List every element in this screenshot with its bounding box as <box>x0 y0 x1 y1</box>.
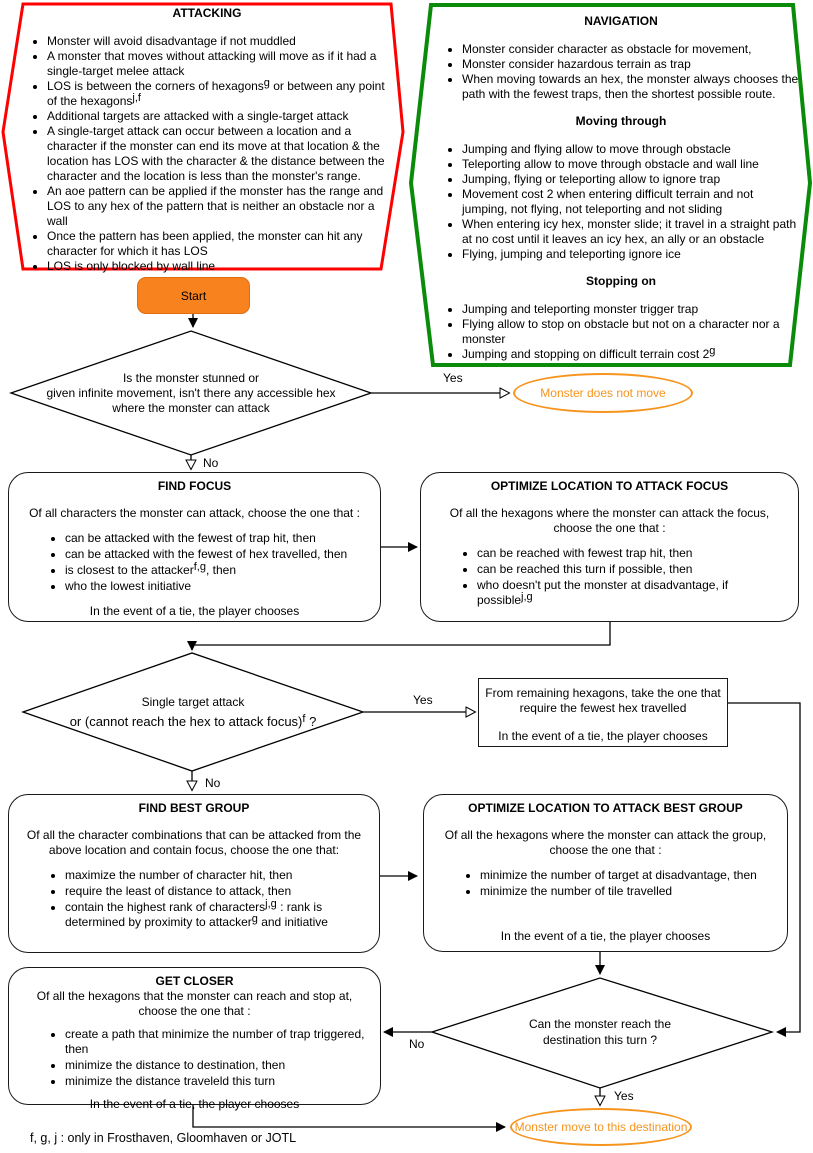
remaining-hexagons-footer: In the event of a tie, the player chooses <box>498 729 708 743</box>
process-get-closer <box>8 967 381 1111</box>
process-find-focus <box>8 472 381 622</box>
optimize-focus-intro: Of all the hexagons where the monster can attack the focus, choose the one that : <box>449 506 770 535</box>
stopping-on-heading: Stopping on <box>586 274 656 288</box>
terminal-monster-does-not-move <box>513 373 693 413</box>
label-no-decision-reach: No <box>409 1037 425 1051</box>
navigation-title: NAVIGATION <box>584 14 658 28</box>
find-best-group-bullets: • maximize the number of character hit, then • require the least of distance to attack, then • contain the highest rank of characters$^{j,g}$ : rank is determined by proximity to attacker$^g$ and initiative <box>23 868 365 930</box>
label-no-decision-single-target: No <box>205 776 221 790</box>
footnote: f, g, j : only in Frosthaven, Gloomhaven or JOTL <box>30 1131 297 1145</box>
decision-reach-text: Can the monster reach the destination this turn ? <box>528 1017 672 1047</box>
process-find-best-group <box>8 794 380 953</box>
optimize-best-group-footer: In the event of a tie, the player chooses <box>500 929 711 943</box>
get-closer-footer: In the event of a tie, the player chooses <box>89 1097 300 1111</box>
process-remaining-hexagons <box>478 678 728 747</box>
get-closer-intro: Of all the hexagons that the monster can reach and stop at, choose the one that : <box>36 989 353 1018</box>
navigation-bullet-list: • Monster consider character as obstacle for movement, • Monster consider hazardous terrain as trap • When moving towards an hex, the monster always chooses the path with the fewest traps, then the shortest possible route. <box>443 42 799 102</box>
find-best-group-title: FIND BEST GROUP <box>138 801 250 815</box>
optimize-best-group-intro: Of all the hexagons where the monster can attack the group, choose the one that : <box>444 828 767 857</box>
get-closer-title: GET CLOSER <box>155 974 234 988</box>
terminal-no-move-label: Monster does not move <box>540 386 666 400</box>
optimize-best-group-bullets: • minimize the number of target at disadvantage, then • minimize the number of tile travelled <box>438 868 773 899</box>
remaining-hexagons-text: From remaining hexagons, take the one that require the fewest hex travelled <box>485 686 721 715</box>
moving-through-bullet-list: • Jumping and flying allow to move through obstacle • Teleporting allow to move through obstacle and wall line • Jumping, flying or teleporting allow to ignore trap • Movement cost 2 when entering difficult terrain and not jumping, not flying, not teleporting and not sliding • When entering icy hex, monster slide; it travel in a straight path at no cost until it leaves an icy hex, an ally or an obstacle • Flying, jumping and teleporting ignore ice <box>443 142 799 262</box>
attacking-title: ATTACKING <box>172 6 242 20</box>
label-no-decision-stunned: No <box>203 456 219 470</box>
attacking-panel <box>28 6 386 274</box>
connector-optimize-focus-to-decision-single-target <box>192 622 610 650</box>
label-yes-decision-reach: Yes <box>614 1089 634 1103</box>
attacking-bullet-list: • Monster will avoid disadvantage if not muddled • A monster that moves without attacking will move as if it had a single-target melee attack • LOS is between the corners of hexagons$^g$ or between any point of the hexagons$^{j,f}$ • Additional targets are attacked with a single-target attack • A single-target attack can occur between a location and a character if the monster can end its move at that location & the location has LOS with the character & the distance between the character and the location is less than the monster's range. • An aoe pattern can be applied if the monster has the range and LOS to any hex of the pattern that is neither an obstacle nor a wall • Once the pattern has been applied, the monster can hit any character for which it has LOS • LOS is only blocked by wall line <box>28 34 386 274</box>
decision-single-target-text: Single target attack or (cannot reach the hex to attack focus)$^f$ ? <box>69 695 317 729</box>
process-optimize-location-attack-focus <box>420 472 799 622</box>
start-label: Start <box>180 288 207 303</box>
terminal-monster-move <box>510 1108 692 1146</box>
get-closer-bullets: • create a path that minimize the number of trap triggered, then • minimize the distance to destination, then • minimize the distance traveleld this turn <box>23 1027 366 1089</box>
stopping-on-bullet-list: • Jumping and teleporting monster trigger trap • Flying allow to stop on obstacle but not on a character nor a monster • Jumping and stopping on difficult terrain cost 2$^g$ <box>443 302 799 362</box>
optimize-best-group-title: OPTIMIZE LOCATION TO ATTACK BEST GROUP <box>468 801 743 815</box>
start-node <box>137 277 250 314</box>
label-yes-decision-stunned: Yes <box>443 371 463 385</box>
find-focus-footer: In the event of a tie, the player chooses <box>89 604 300 618</box>
process-optimize-location-attack-best-group <box>423 794 788 952</box>
decision-stunned-text: Is the monster stunned or given infinite movement, isn't there any accessible hex where the monster can attack <box>46 370 336 415</box>
find-focus-intro: Of all characters the monster can attack, choose the one that : <box>29 506 360 520</box>
navigation-panel <box>443 14 799 362</box>
moving-through-heading: Moving through <box>575 114 667 128</box>
optimize-focus-bullets: • can be reached with fewest trap hit, then • can be reached this turn if possible, then • who doesn't put the monster at disadvantage, if possible$^{j,g}$ <box>435 546 784 608</box>
find-focus-title: FIND FOCUS <box>157 479 232 493</box>
terminal-move-label: Monster move to this destination <box>514 1120 688 1134</box>
find-best-group-intro: Of all the character combinations that can be attacked from the above location and contain focus, choose the one that: <box>26 828 362 857</box>
label-yes-decision-single-target: Yes <box>413 693 433 707</box>
optimize-focus-title: OPTIMIZE LOCATION TO ATTACK FOCUS <box>490 479 729 493</box>
find-focus-bullets: • can be attacked with the fewest of trap hit, then • can be attacked with the fewest of hex travelled, then • is closest to the attacker$^{f,g}$, then • who the lowest initiative <box>23 531 366 594</box>
